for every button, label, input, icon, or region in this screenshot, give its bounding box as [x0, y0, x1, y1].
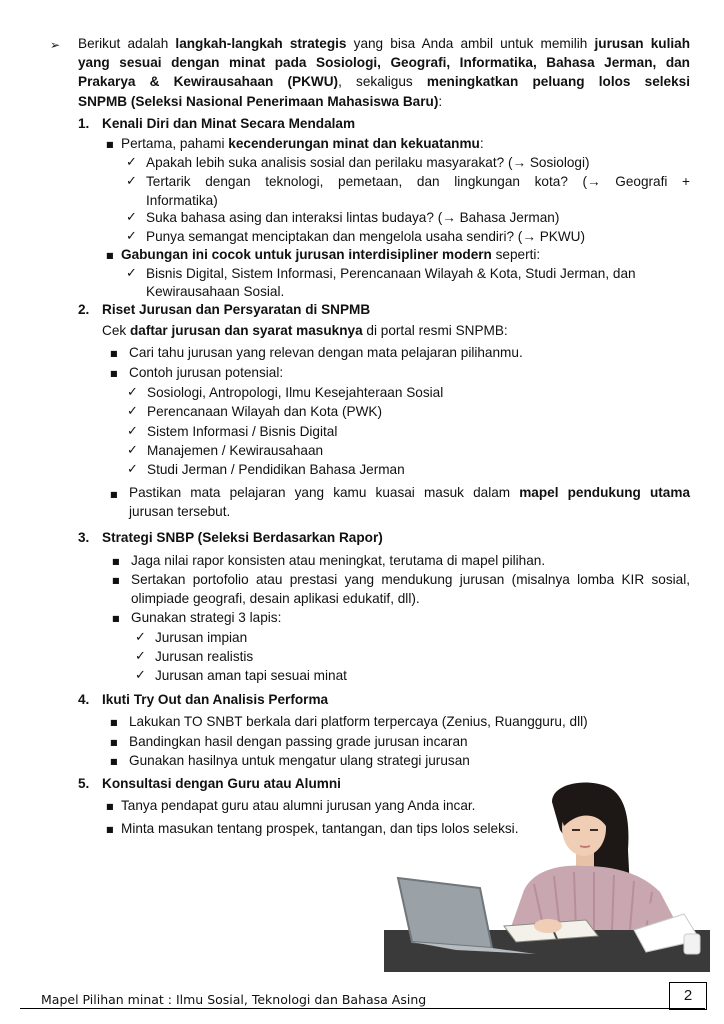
section-1-check-4: Punya semangat menciptakan dan mengelola usaha sendiri? (→ PKWU) [146, 229, 586, 244]
section-2-title: Riset Jurusan dan Persyaratan di SNPMB [102, 302, 371, 317]
section-5-title: Konsultasi dengan Guru atau Alumni [102, 776, 341, 791]
check-icon: ✓ [126, 266, 137, 281]
check-icon: ✓ [126, 210, 137, 225]
intro-line-2: yang sesuai dengan minat pada Sosiologi, Geografi, Informatika, Bahasa Jerman, dan [78, 55, 690, 70]
page-number: 2 [669, 982, 707, 1010]
intro-line-4: SNPMB (Seleksi Nasional Penerimaan Mahasiswa Baru): [78, 94, 443, 109]
section-4-title: Ikuti Try Out dan Analisis Performa [102, 692, 329, 707]
section-1-check-2-cont: Informatika) [146, 193, 218, 208]
footer-text: Mapel Pilihan minat : Ilmu Sosial, Teknologi dan Bahasa Asing [41, 992, 427, 1007]
check-icon: ✓ [127, 385, 138, 400]
section-3-title: Strategi SNBP (Seleksi Berdasarkan Rapor) [102, 530, 383, 545]
check-icon: ✓ [127, 443, 138, 458]
section-3-check-3: Jurusan aman tapi sesuai minat [155, 668, 347, 683]
section-2-number: 2. [78, 302, 90, 317]
check-icon: ✓ [135, 668, 146, 683]
check-icon: ✓ [135, 630, 146, 645]
section-1-check-5: Bisnis Digital, Sistem Informasi, Perencanaan Wilayah & Kota, Studi Jerman, dan [146, 266, 636, 281]
section-5-bullet-1: Tanya pendapat guru atau alumni jurusan yang Anda incar. [121, 798, 476, 813]
square-bullet-icon: ■ [112, 576, 120, 585]
check-icon: ✓ [126, 229, 137, 244]
check-icon: ✓ [127, 462, 138, 477]
section-2-check-3: Sistem Informasi / Bisnis Digital [147, 424, 338, 439]
section-3-bullet-3: Gunakan strategi 3 lapis: [131, 610, 282, 625]
section-1-number: 1. [78, 116, 90, 131]
section-1-check-1: Apakah lebih suka analisis sosial dan perilaku masyarakat? (→ Sosiologi) [146, 155, 590, 170]
section-3-bullet-2: Sertakan portofolio atau prestasi yang mendukung jurusan (misalnya lomba KIR sosial, [131, 572, 690, 587]
check-icon: ✓ [135, 649, 146, 664]
woman-with-laptop-photo [384, 780, 710, 972]
section-1-bullet-2: Gabungan ini cocok untuk jurusan interdisipliner modern seperti: [121, 247, 541, 262]
square-bullet-icon: ■ [112, 557, 120, 566]
section-5-bullet-2: Minta masukan tentang prospek, tantangan, dan tips lolos seleksi. [121, 821, 519, 836]
check-icon: ✓ [127, 424, 138, 439]
section-2-check-2: Perencanaan Wilayah dan Kota (PWK) [147, 404, 382, 419]
section-1-check-5-cont: Kewirausahaan Sosial. [146, 284, 285, 299]
section-2-bullet-3: Pastikan mata pelajaran yang kamu kuasai masuk dalam mapel pendukung utama [129, 485, 691, 500]
section-4-bullet-1: Lakukan TO SNBT berkala dari platform terpercaya (Zenius, Ruangguru, dll) [129, 714, 588, 729]
section-3-number: 3. [78, 530, 90, 545]
square-bullet-icon: ■ [106, 802, 114, 811]
intro-line-1: Berikut adalah langkah-langkah strategis yang bisa Anda ambil untuk memilih jurusan kuliah [78, 36, 691, 51]
section-3-check-1: Jurusan impian [155, 630, 248, 645]
section-1-title: Kenali Diri dan Minat Secara Mendalam [102, 116, 356, 131]
square-bullet-icon: ■ [112, 614, 120, 623]
section-2-check-4: Manajemen / Kewirausahaan [147, 443, 324, 458]
intro-line-3: Prakarya & Kewirausahaan (PKWU), sekaligus meningkatkan peluang lolos seleksi [78, 74, 690, 89]
section-3-bullet-2-cont: olimpiade geografi, desain aplikasi edukatif, dll). [131, 591, 420, 606]
section-2-bullet-2: Contoh jurusan potensial: [129, 365, 284, 380]
square-bullet-icon: ■ [110, 349, 118, 358]
section-4-bullet-2: Bandingkan hasil dengan passing grade jurusan incaran [129, 734, 468, 749]
check-icon: ✓ [127, 404, 138, 419]
section-1-bullet-1: Pertama, pahami kecenderungan minat dan kekuatanmu: [121, 136, 484, 151]
arrow-bullet-icon: ➢ [50, 38, 61, 52]
section-3-check-2: Jurusan realistis [155, 649, 254, 664]
section-2-check-5: Studi Jerman / Pendidikan Bahasa Jerman [147, 462, 405, 477]
section-2-bullet-3-cont: jurusan tersebut. [129, 504, 231, 519]
square-bullet-icon: ■ [106, 140, 114, 149]
section-4-bullet-3: Gunakan hasilnya untuk mengatur ulang strategi jurusan [129, 753, 470, 768]
section-2-bullet-1: Cari tahu jurusan yang relevan dengan mata pelajaran pilihanmu. [129, 345, 523, 360]
square-bullet-icon: ■ [110, 369, 118, 378]
square-bullet-icon: ■ [106, 825, 114, 834]
footer-rule [20, 1008, 705, 1009]
section-1-check-3: Suka bahasa asing dan interaksi lintas budaya? (→ Bahasa Jerman) [146, 210, 560, 225]
check-icon: ✓ [126, 155, 137, 170]
square-bullet-icon: ■ [110, 738, 118, 747]
section-3-bullet-1: Jaga nilai rapor konsisten atau meningkat, terutama di mapel pilihan. [131, 553, 546, 568]
square-bullet-icon: ■ [106, 251, 114, 260]
section-2-check-1: Sosiologi, Antropologi, Ilmu Kesejahteraan Sosial [147, 385, 444, 400]
section-2-intro: Cek daftar jurusan dan syarat masuknya di portal resmi SNPMB: [102, 323, 508, 338]
check-icon: ✓ [126, 174, 137, 189]
section-1-check-2: Tertarik dengan teknologi, pemetaan, dan lingkungan kota? (→ Geografi + [146, 174, 690, 189]
square-bullet-icon: ■ [110, 757, 118, 766]
square-bullet-icon: ■ [110, 718, 118, 727]
section-5-number: 5. [78, 776, 90, 791]
square-bullet-icon: ■ [110, 490, 118, 499]
section-4-number: 4. [78, 692, 90, 707]
